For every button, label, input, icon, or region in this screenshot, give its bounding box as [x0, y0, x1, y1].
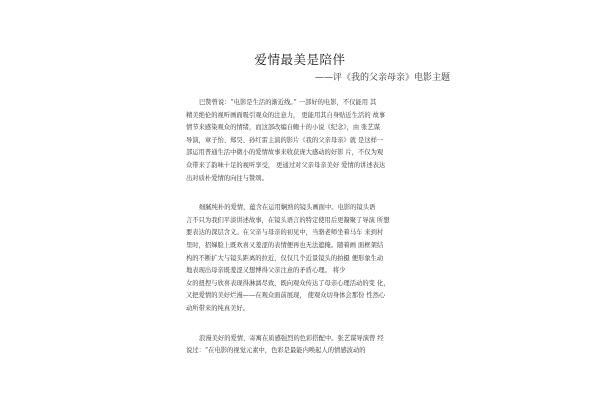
text-line: 众带来了韵味十足的视听享受， 更通过对父亲母亲美好 爱情的讲述表达	[186, 161, 386, 169]
text-line: 细腻纯朴的爱情，蕴含在运用娴熟的镜头画面中。电影的镜头语	[199, 204, 376, 212]
text-line: 女的扭捏与欣喜表现得淋漓尽致，既向观众传达了母亲心理活动的变 化，	[186, 279, 390, 287]
text-line: 又把爱情的美好烂漫——在观众面前展现， 使观众切身体会那份 性然心	[186, 292, 386, 300]
paragraph	[186, 97, 414, 185]
text-line: 出对质朴爱情的向往与赞颂。	[186, 174, 268, 182]
text-line: 说过：“在电影的视觉元素中，色彩是最能内唤起人的情感波动的	[186, 347, 366, 355]
text-line: 巴赞曾说：“电影是生活的渐近线。” 一部好的电影，不仅能用 其	[199, 99, 377, 106]
paragraph	[186, 202, 414, 315]
document-body	[186, 97, 414, 375]
text-line: 精美绝伦的视听画面吸引观众的注意力， 更能用其自身贴近生活的 故事	[186, 111, 386, 119]
text-line: 导演，章子怡、郑昊、孙红雷主演的影片《我的父亲母亲》就 是这样一	[186, 136, 384, 144]
text-line: 部运用普通生活中微小的爱情故事来收获庞大感动的好影 片，不仅为观	[186, 149, 384, 157]
text-line: 动所带来的纯真美好。	[186, 304, 249, 312]
text-line: 构的不断扩大与镜头距离的拉近，仅仅几个近景镜头的拍摄 便形象生动	[186, 254, 384, 262]
paragraph	[186, 333, 414, 358]
text-line: 要表达的深层含义。在父亲与母亲的初见中，当骆老师坐着马车 来到村	[186, 229, 384, 237]
text-line: 里时，招娣脸上既欢喜又羞涩的表情便再也无法遮掩。随着画 面框架结	[186, 241, 384, 249]
text-line: 浪漫美好的爱情，寄寓在质感强烈的色彩搭配中。张艺谋导演曾 经	[199, 334, 384, 342]
document-subtitle: ——评《我的父亲母亲》电影主题	[314, 73, 450, 83]
document-title: 爱情最美是陪伴	[254, 52, 346, 67]
text-line: 地表现出母亲既羞涩又想博得父亲注意的矛盾心理。 将少	[186, 267, 346, 275]
text-line: 言不只为我们平淡讲述故事，在镜头语言的特定使用后更凝聚了导演 所想	[186, 216, 390, 224]
text-line: 情节来感染观众的情绪，而这部改编自鲍十的小说《纪念》，由 张艺谋	[186, 124, 381, 132]
